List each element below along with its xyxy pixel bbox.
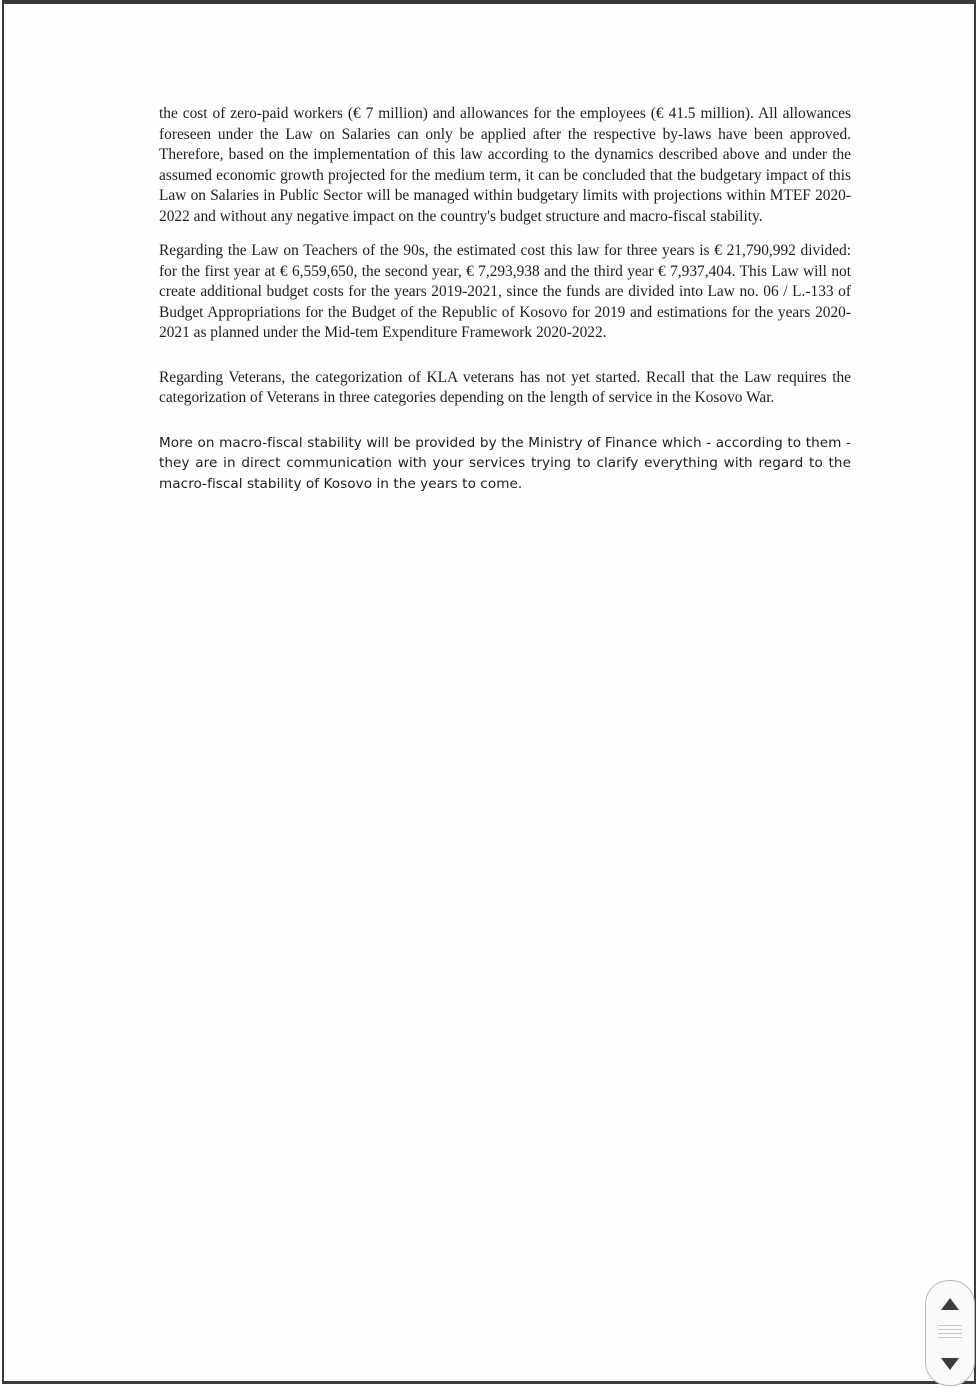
scroll-down-button[interactable]	[926, 1349, 974, 1379]
page-scroll-control	[925, 1280, 975, 1386]
triangle-down-icon	[940, 1357, 960, 1371]
paragraph-salaries: the cost of zero-paid workers (€ 7 million) and allowances for the employees (€ 41.5 million). All allowances foreseen under the Law on Salaries can only be applied after the respective by-laws have been approved. Therefore, based on the implementation of this law according to the dynamics described above and under the assumed economic growth projected for the medium term, it can be concluded that the budgetary impact of this Law on Salaries in Public Sector will be managed within budgetary limits with projections within MTEF 2020-2022 and without any negative impact on the country's budget structure and macro-fiscal stability.	[159, 105, 851, 225]
scroll-grip[interactable]	[938, 1325, 962, 1343]
document-body	[159, 104, 851, 494]
paragraph-veterans: Regarding Veterans, the categorization of KLA veterans has not yet started. Recall that the Law requires the categorization of Veterans in three categories depending on the length of service in the Kosovo War.	[159, 368, 851, 406]
triangle-up-icon	[940, 1297, 960, 1311]
scroll-up-button[interactable]	[926, 1289, 974, 1319]
paragraph-macro-fiscal: More on macro-fiscal stability will be provided by the Ministry of Finance which - according to them - they are in direct communication with your services trying to clarify everything with regard to the macro-fiscal stability of Kosovo in the years to come.	[159, 434, 851, 492]
document-page	[2, 0, 976, 1384]
paragraph-teachers: Regarding the Law on Teachers of the 90s, the estimated cost this law for three years is € 21,790,992 divided: for the first year at € 6,559,650, the second year, € 7,293,938 and the third year € 7,937,404. This Law will not create additional budget costs for the years 2019-2021, since the funds are divided into Law no. 06 / L.-133 of Budget Appropriations for the Budget of the Republic of Kosovo for 2019 and estimations for the years 2020-2021 as planned under the Mid-tem Expenditure Framework 2020-2022.	[159, 242, 851, 341]
